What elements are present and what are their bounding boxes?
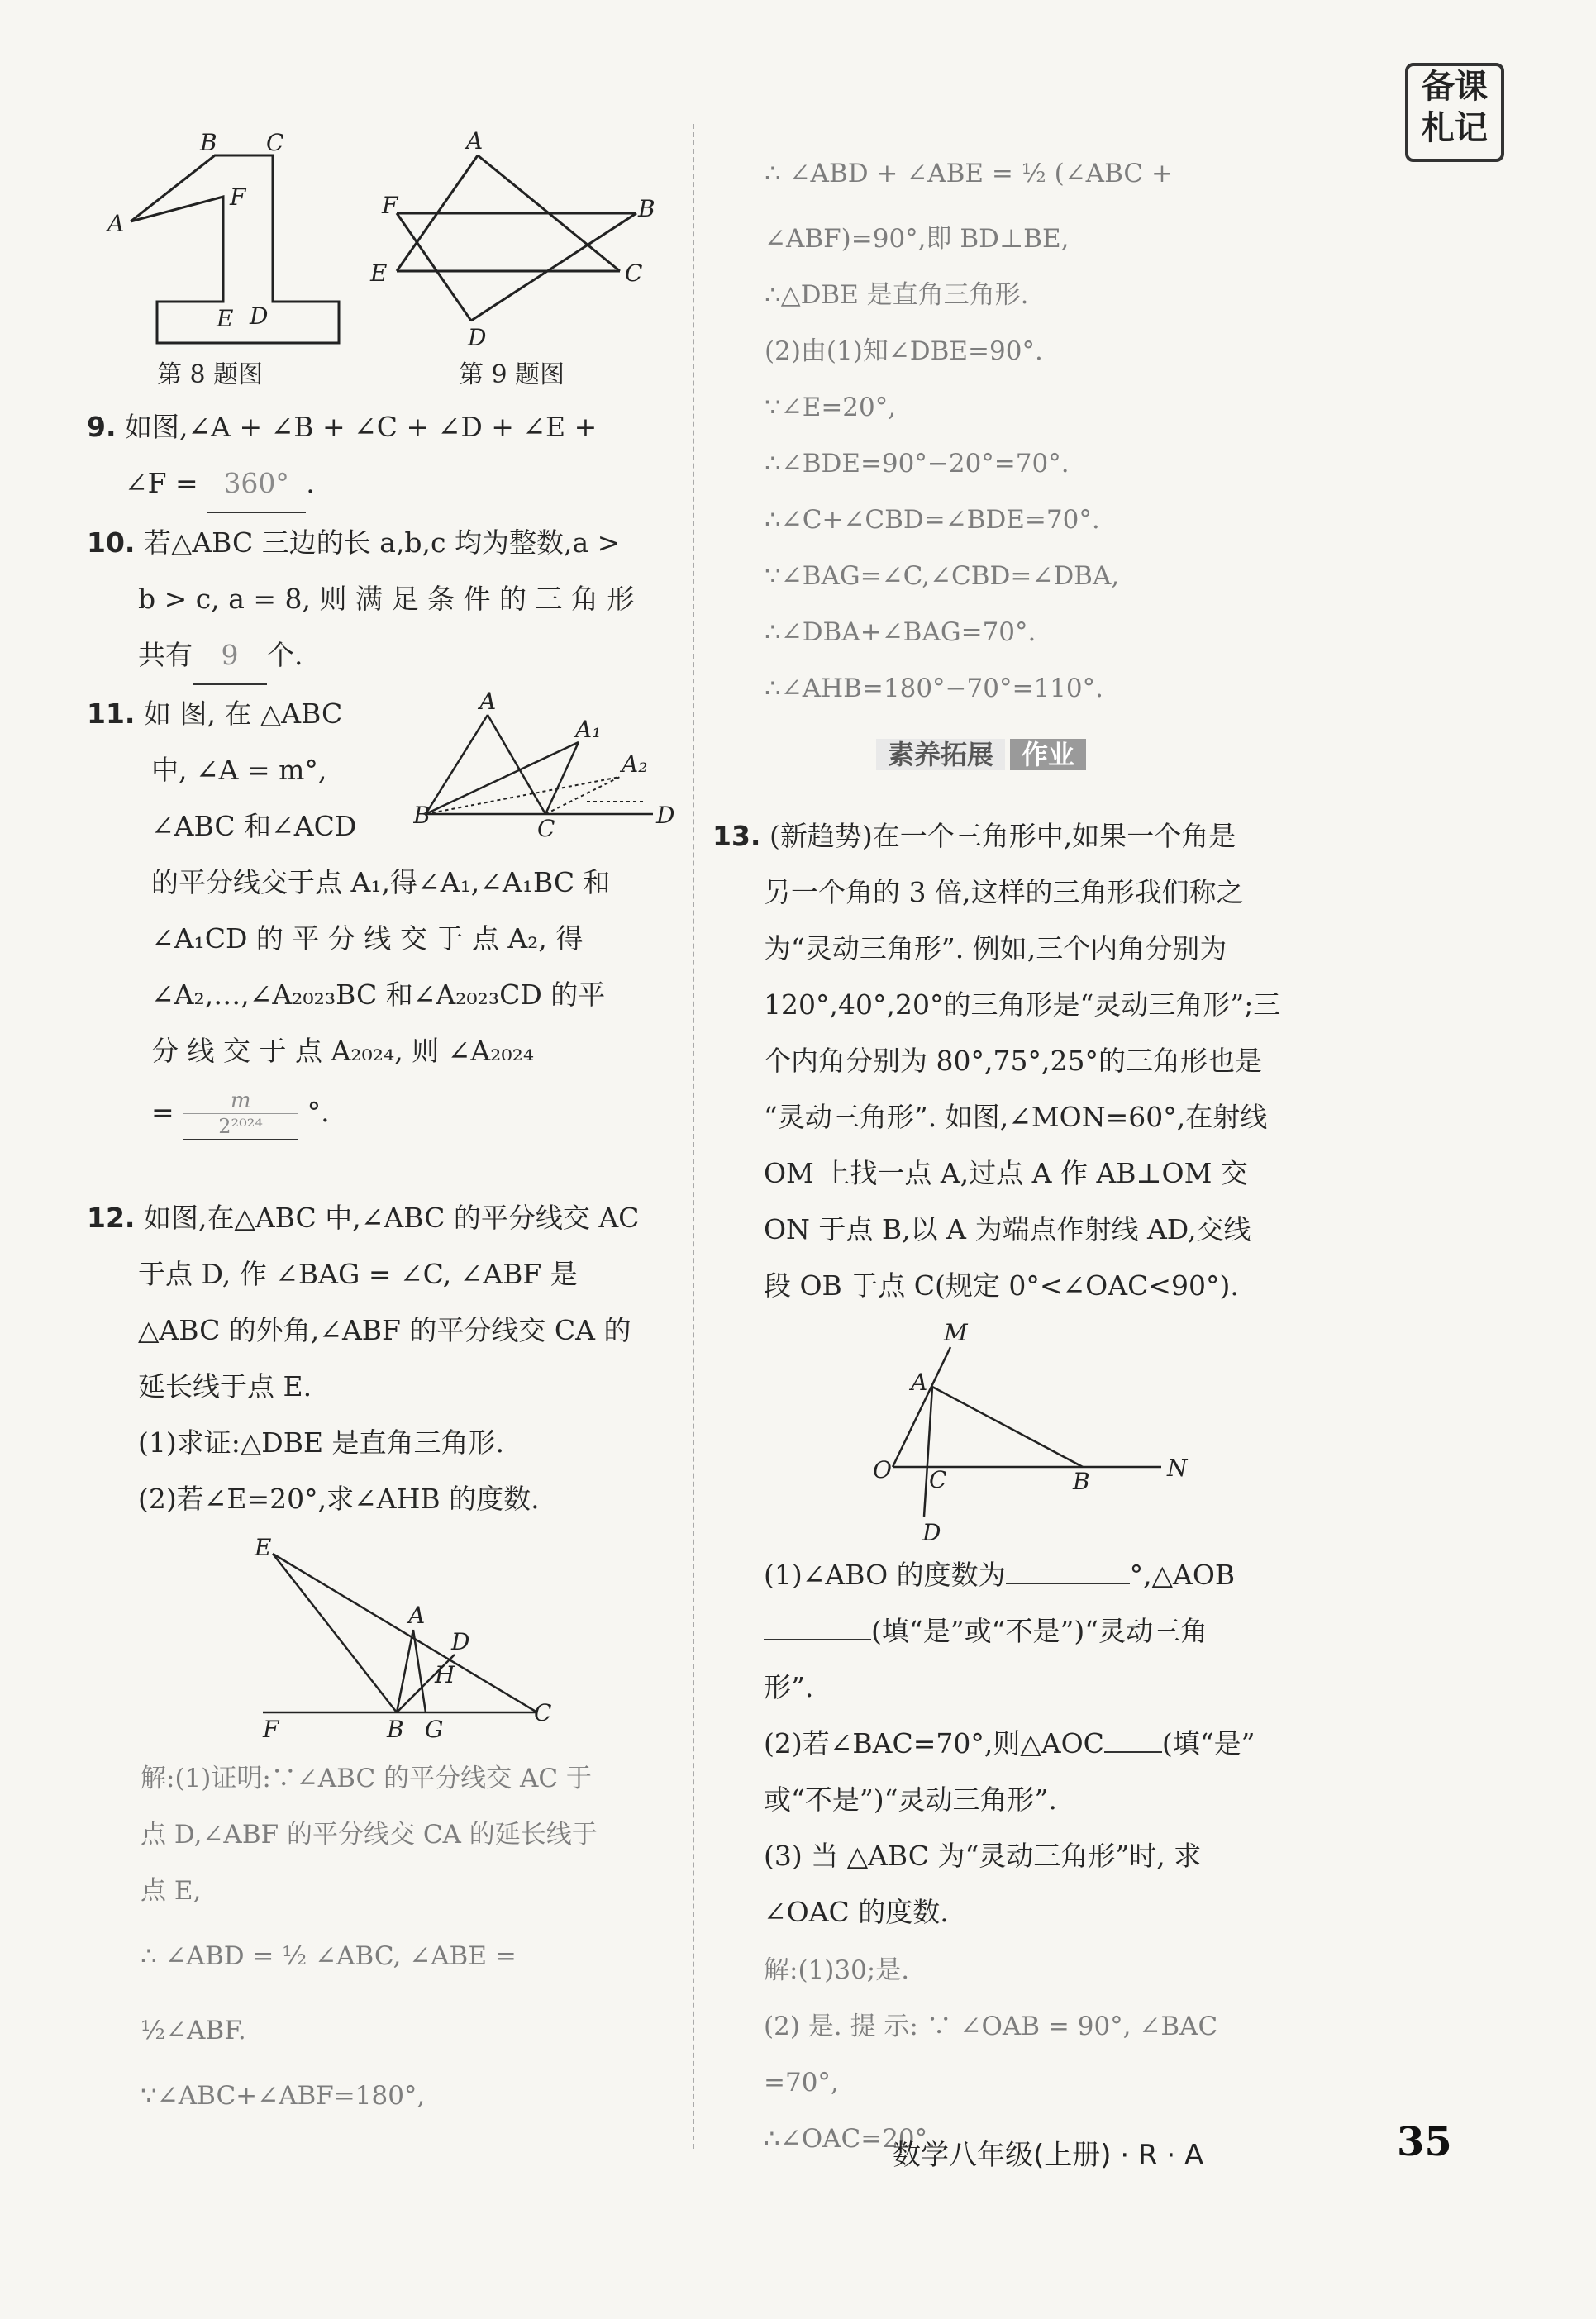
fig11-label: A₁ bbox=[575, 716, 602, 743]
stamp-line1: 备课 bbox=[1422, 68, 1488, 106]
q11-answer bbox=[183, 1088, 298, 1140]
q10-line3-post: 个. bbox=[267, 639, 303, 671]
fig13-label: M bbox=[944, 1319, 968, 1346]
solution-line: ∠ABF)=90°,即 BD⊥BE, bbox=[765, 224, 1070, 254]
q10-line3-pre: 共有 bbox=[138, 639, 193, 671]
column-divider bbox=[693, 124, 694, 2149]
q13-line: 为“灵动三角形”. 例如,三个内角分别为 bbox=[764, 932, 1227, 964]
q13-p1a: (1)∠ABO 的度数为 bbox=[764, 1559, 1006, 1591]
fig8-label: D bbox=[250, 302, 269, 330]
q10-line1: 若△ABC 三边的长 a,b,c 均为整数,a > bbox=[143, 526, 621, 559]
fig12-label: A bbox=[408, 1602, 426, 1629]
fig13-label: O bbox=[873, 1456, 892, 1483]
q12-line5: (1)求证:△DBE 是直角三角形. bbox=[138, 1426, 505, 1459]
fig9-label: A bbox=[466, 127, 484, 155]
q13-line: “灵动三角形”. 如图,∠MON=60°,在射线 bbox=[764, 1101, 1268, 1133]
q13-line: ON 于点 B,以 A 为端点作射线 AD,交线 bbox=[764, 1213, 1251, 1245]
fig9-label: B bbox=[638, 195, 655, 222]
question-number: 11. bbox=[87, 698, 136, 730]
fig12-label: H bbox=[435, 1661, 455, 1688]
fig12-label: E bbox=[255, 1537, 272, 1561]
figure-9-caption: 第 9 题图 bbox=[459, 360, 565, 389]
q13-line: 个内角分别为 80°,75°,25°的三角形也是 bbox=[764, 1045, 1262, 1077]
question-10 bbox=[87, 515, 682, 685]
solution-line: =70°, bbox=[764, 2068, 839, 2098]
solution-line: 解:(1)30;是. bbox=[764, 1955, 910, 1985]
q13-line: OM 上找一点 A,过点 A 作 AB⊥OM 交 bbox=[764, 1157, 1248, 1189]
q10-answer: 9 bbox=[193, 627, 267, 685]
q11-line1: 如 图, 在 △ABC bbox=[143, 698, 343, 730]
solution-line: ∴∠OAC=20°. bbox=[764, 2124, 936, 2154]
section-badge bbox=[876, 734, 1086, 775]
q13-p1c: (填“是”或“不是”)“灵动三角 bbox=[871, 1615, 1208, 1647]
q13-line: (新趋势)在一个三角形中,如果一个角是 bbox=[769, 820, 1236, 852]
solution-line: ∵∠ABC+∠ABF=180°, bbox=[141, 2081, 426, 2111]
solution-line: ∴∠C+∠CBD=∠BDE=70°. bbox=[765, 505, 1100, 535]
stamp-line2: 札记 bbox=[1422, 109, 1488, 147]
fig8-label: C bbox=[266, 129, 284, 156]
question-12 bbox=[87, 1190, 682, 1527]
solution-line: ∴ ∠ABD = ½ ∠ABC, ∠ABE = bbox=[141, 1941, 517, 1971]
q13-line: 段 OB 于点 C(规定 0°<∠OAC<90°). bbox=[764, 1269, 1239, 1302]
q12-line2: 于点 D, 作 ∠BAG = ∠C, ∠ABF 是 bbox=[138, 1258, 578, 1290]
figure-9 bbox=[364, 124, 661, 355]
fig12-label: F bbox=[263, 1716, 279, 1743]
q12-line4: 延长线于点 E. bbox=[138, 1370, 312, 1402]
fig11-label: B bbox=[413, 802, 431, 829]
q11-line5: ∠A₁CD 的 平 分 线 交 于 点 A₂, 得 bbox=[151, 922, 584, 955]
q13-p2c: 或“不是”)“灵动三角形”. bbox=[764, 1783, 1057, 1816]
question-9 bbox=[87, 399, 682, 513]
figure-11 bbox=[413, 686, 686, 851]
q11-line7: 分 线 交 于 点 A₂₀₂₄, 则 ∠A₂₀₂₄ bbox=[151, 1035, 535, 1067]
q9-line1: 如图,∠A + ∠B + ∠C + ∠D + ∠E + bbox=[125, 411, 598, 443]
solution-line: ∵∠E=20°, bbox=[765, 393, 897, 422]
q13-p2b: (填“是” bbox=[1161, 1727, 1255, 1759]
q13-p3a: (3) 当 △ABC 为“灵动三角形”时, 求 bbox=[764, 1840, 1202, 1872]
solution-12-right bbox=[765, 136, 1310, 717]
fig9-label: D bbox=[468, 324, 487, 351]
q13-p3b: ∠OAC 的度数. bbox=[764, 1896, 949, 1928]
fig12-label: D bbox=[451, 1628, 470, 1655]
question-number: 12. bbox=[87, 1202, 136, 1234]
solution-line: ∵∠BAG=∠C,∠CBD=∠DBA, bbox=[765, 561, 1120, 591]
q13-blank-3[interactable] bbox=[1104, 1751, 1162, 1753]
fig9-label: C bbox=[625, 260, 643, 287]
section-tag: 作业 bbox=[1010, 739, 1086, 770]
solution-line: 解:(1)证明:∵∠ABC 的平分线交 AC 于 bbox=[141, 1764, 592, 1793]
q13-line: 另一个角的 3 倍,这样的三角形我们称之 bbox=[764, 876, 1244, 908]
footer-book-title: 数学八年级(上册) · R · A bbox=[893, 2139, 1204, 2172]
figure-13 bbox=[868, 1314, 1198, 1545]
q11-answer-den: 2²⁰²⁴ bbox=[218, 1114, 264, 1138]
fig13-label: N bbox=[1167, 1455, 1188, 1482]
q9-line2-post: . bbox=[306, 467, 315, 499]
notes-stamp bbox=[1405, 63, 1504, 162]
fig11-label: A bbox=[479, 688, 497, 715]
solution-line: ∴ ∠ABD + ∠ABE = ½ (∠ABC + bbox=[765, 159, 1173, 188]
q13-line: 120°,40°,20°的三角形是“灵动三角形”;三 bbox=[764, 988, 1281, 1021]
question-13 bbox=[712, 808, 1308, 1314]
question-13-parts bbox=[764, 1547, 1309, 1940]
q11-line8-post: °. bbox=[307, 1096, 330, 1128]
q13-blank-2[interactable] bbox=[764, 1639, 871, 1640]
q9-line2-pre: ∠F = bbox=[125, 467, 198, 499]
fig8-label: E bbox=[217, 305, 234, 332]
fig12-label: B bbox=[387, 1716, 404, 1743]
q11-line6: ∠A₂,…,∠A₂₀₂₃BC 和∠A₂₀₂₃CD 的平 bbox=[151, 979, 606, 1011]
fig13-label: B bbox=[1073, 1468, 1090, 1495]
solution-line: 点 E, bbox=[141, 1876, 202, 1906]
solution-line: ∴∠DBA+∠BAG=70°. bbox=[765, 617, 1036, 647]
solution-line: (2) 是. 提 示: ∵ ∠OAB = 90°, ∠BAC bbox=[764, 2012, 1218, 2041]
q13-blank-1[interactable] bbox=[1006, 1583, 1130, 1584]
q11-line2: 中, ∠A = m°, bbox=[151, 754, 327, 786]
solution-line: 点 D,∠ABF 的平分线交 CA 的延长线于 bbox=[141, 1820, 598, 1850]
solution-line: ½∠ABF. bbox=[141, 2016, 246, 2045]
solution-line: (2)由(1)知∠DBE=90°. bbox=[765, 336, 1043, 366]
solution-line: ∴△DBE 是直角三角形. bbox=[765, 280, 1029, 310]
q13-p1b: °,△AOB bbox=[1129, 1559, 1236, 1591]
question-number: 13. bbox=[712, 820, 761, 852]
solution-line: ∴∠AHB=180°−70°=110°. bbox=[765, 674, 1103, 703]
fig12-label: G bbox=[425, 1716, 444, 1743]
q13-p2a: (2)若∠BAC=70°,则△AOC bbox=[764, 1727, 1104, 1759]
q11-answer-num: m bbox=[183, 1088, 298, 1114]
q11-line8-pre: = bbox=[151, 1096, 174, 1128]
q12-line1: 如图,在△ABC 中,∠ABC 的平分线交 AC bbox=[143, 1202, 640, 1234]
page-number: 35 bbox=[1397, 2119, 1452, 2165]
fig8-label: F bbox=[230, 183, 246, 211]
q12-line6: (2)若∠E=20°,求∠AHB 的度数. bbox=[138, 1483, 540, 1515]
section-title: 素养拓展 bbox=[876, 739, 1005, 770]
fig13-label: C bbox=[929, 1466, 947, 1493]
fig11-label: A₂ bbox=[622, 750, 648, 778]
q11-line3: ∠ABC 和∠ACD bbox=[151, 810, 357, 842]
figure-12 bbox=[248, 1537, 579, 1752]
fig13-label: A bbox=[911, 1369, 928, 1396]
fig13-label: D bbox=[922, 1519, 941, 1545]
fig11-label: D bbox=[656, 802, 675, 829]
q10-line2: b > c, a = 8, 则 满 足 条 件 的 三 角 形 bbox=[138, 583, 635, 615]
fig8-label: A bbox=[107, 210, 125, 237]
figure-8-caption: 第 8 题图 bbox=[157, 360, 264, 389]
fig11-label: C bbox=[537, 815, 555, 842]
fig12-label: C bbox=[534, 1699, 552, 1726]
fig8-label: B bbox=[200, 129, 217, 156]
solution-line: ∴∠BDE=90°−20°=70°. bbox=[765, 449, 1070, 479]
q12-line3: △ABC 的外角,∠ABF 的平分线交 CA 的 bbox=[138, 1314, 631, 1346]
solution-12-left bbox=[141, 1750, 686, 2124]
fig9-label: E bbox=[370, 260, 388, 287]
figure-8 bbox=[99, 124, 364, 364]
question-number: 10. bbox=[87, 526, 136, 559]
q9-answer: 360° bbox=[207, 455, 306, 513]
fig9-label: F bbox=[382, 192, 398, 219]
q13-p1d: 形”. bbox=[764, 1671, 814, 1703]
question-number: 9. bbox=[87, 411, 117, 443]
q11-line4: 的平分线交于点 A₁,得∠A₁,∠A₁BC 和 bbox=[151, 866, 611, 898]
